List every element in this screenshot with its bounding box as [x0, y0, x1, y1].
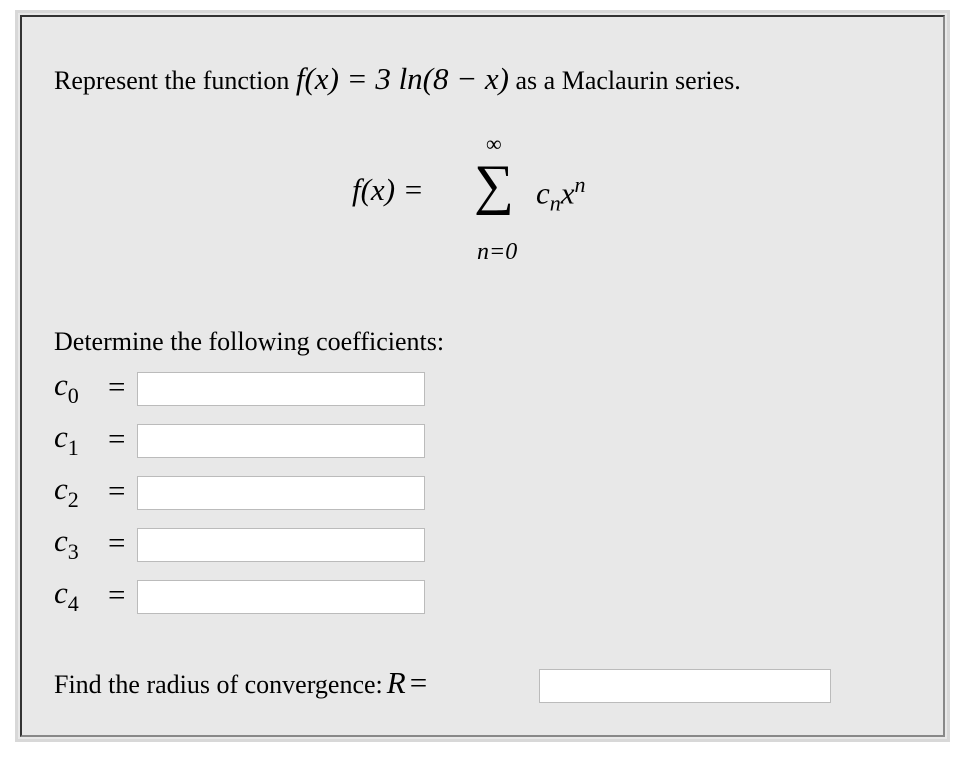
equals-sign: =: [108, 421, 126, 456]
term-sub: n: [549, 190, 561, 216]
series-term: [536, 172, 586, 217]
equals-sign: =: [108, 525, 126, 560]
question-text: [54, 61, 741, 97]
coef-symbol: c: [54, 367, 68, 402]
coef-index: 1: [67, 435, 79, 460]
equals-sign: =: [108, 473, 126, 508]
radius-symbol: R: [386, 665, 406, 700]
radius-prompt: Find the radius of convergence:: [54, 670, 383, 699]
coef-label: [54, 575, 79, 617]
coef-index: 2: [67, 487, 79, 512]
equals-sign: =: [108, 369, 126, 404]
coef-index: 3: [67, 539, 79, 564]
sum-upper-limit: ∞: [486, 131, 502, 156]
coef-index: 0: [67, 383, 79, 408]
coef-label: [54, 367, 79, 409]
radius-input[interactable]: [539, 669, 831, 703]
sum-lower-limit: n=0: [477, 239, 518, 265]
sigma-icon: ∑: [474, 154, 514, 216]
equals-sign: =: [409, 665, 428, 700]
coef-symbol: c: [54, 575, 68, 610]
coef-symbol: c: [54, 471, 68, 506]
c0-input[interactable]: [137, 372, 425, 406]
c4-input[interactable]: [137, 580, 425, 614]
problem-panel-inner: [20, 15, 945, 737]
term-x: x: [560, 175, 575, 211]
equals-sign: =: [108, 577, 126, 612]
problem-panel: [15, 10, 950, 742]
coef-symbol: c: [54, 523, 68, 558]
question-suffix: as a Maclaurin series.: [515, 66, 741, 95]
term-c: c: [536, 175, 550, 211]
c2-input[interactable]: [137, 476, 425, 510]
coef-label: [54, 471, 79, 513]
function-expression: f(x) = 3 ln(8 − x): [295, 61, 509, 96]
coef-label: [54, 523, 79, 565]
question-prefix: Represent the function: [54, 66, 290, 95]
coef-label: [54, 419, 79, 461]
c1-input[interactable]: [137, 424, 425, 458]
term-exp: n: [574, 172, 586, 197]
radius-row: [54, 665, 427, 701]
series-lhs: f(x) =: [352, 172, 424, 207]
coefficients-prompt: Determine the following coefficients:: [54, 327, 445, 356]
c3-input[interactable]: [137, 528, 425, 562]
coef-index: 4: [67, 591, 79, 616]
coef-symbol: c: [54, 419, 68, 454]
